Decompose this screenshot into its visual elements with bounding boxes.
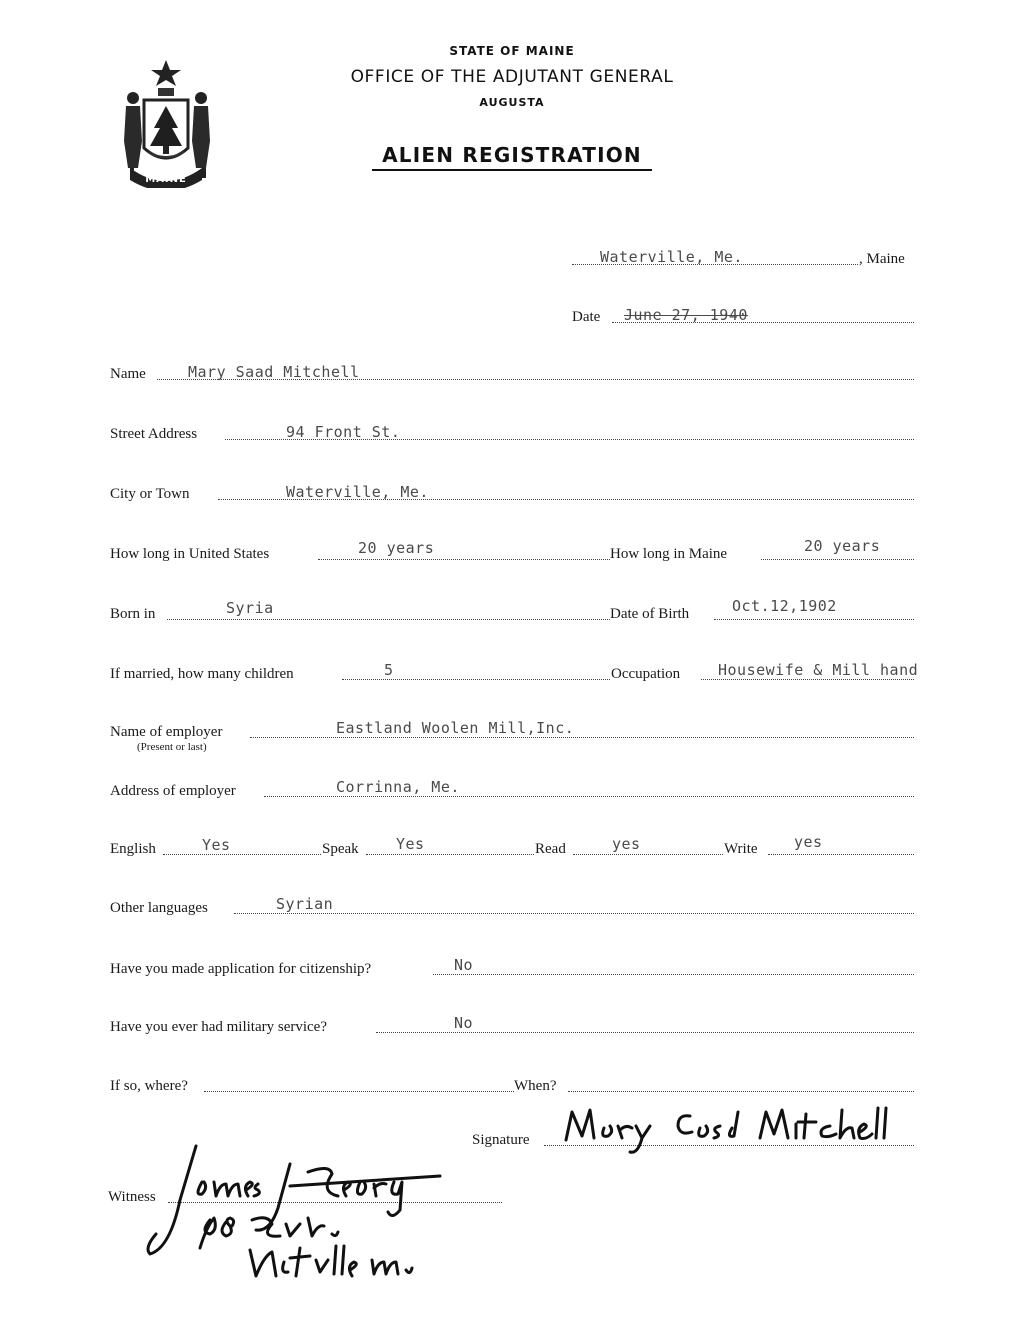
city-label: City or Town: [110, 486, 190, 502]
place-suffix: , Maine: [859, 251, 905, 267]
citizenship-row: [110, 956, 914, 978]
military-row: [110, 1014, 914, 1036]
place-value: Waterville, Me.: [600, 248, 743, 266]
name-row: [110, 361, 914, 383]
speak-value: Yes: [396, 835, 425, 853]
city-row: [110, 481, 914, 503]
speak-label: Speak: [322, 841, 359, 857]
header-state: STATE OF MAINE: [449, 44, 575, 58]
title-underline: [372, 169, 652, 171]
write-value: yes: [794, 833, 823, 851]
occupation-label: Occupation: [611, 666, 681, 682]
employer-address-label: Address of employer: [110, 783, 236, 799]
us-time-value: 20 years: [358, 539, 435, 557]
citizenship-value: No: [454, 956, 474, 974]
header-office: OFFICE OF THE ADJUTANT GENERAL: [350, 67, 674, 87]
read-line: [573, 854, 723, 855]
when-label: When?: [514, 1078, 557, 1094]
military-value: No: [454, 1014, 474, 1032]
where-label: If so, where?: [110, 1078, 188, 1094]
city-value: Waterville, Me.: [286, 483, 429, 501]
born-line: [167, 619, 610, 620]
employer-sublabel: (Present or last): [137, 741, 207, 753]
occupation-line: [701, 679, 914, 680]
employer-row: [110, 719, 914, 753]
date-value: June 27, 1940: [624, 306, 748, 324]
other-languages-label: Other languages: [110, 900, 208, 916]
residence-row: [110, 537, 914, 563]
where-line: [204, 1091, 514, 1092]
seal-banner-text: [145, 174, 187, 185]
header-city: AUGUSTA: [479, 96, 545, 109]
citizenship-line: [433, 974, 914, 975]
me-time-label: How long in Maine: [610, 546, 728, 562]
employer-label: Name of employer: [110, 724, 223, 740]
employer-address-value: Corrinna, Me.: [336, 778, 460, 796]
citizenship-label: Have you made application for citizenship?: [110, 961, 372, 977]
street-value: 94 Front St.: [286, 423, 401, 441]
dob-line: [714, 619, 914, 620]
english-value: Yes: [202, 836, 231, 854]
speak-line: [366, 854, 534, 855]
occupation-value: Housewife & Mill hand: [718, 661, 919, 679]
employer-address-row: [110, 778, 914, 800]
write-label: Write: [724, 841, 758, 857]
birth-row: [110, 597, 914, 623]
military-detail-row: [110, 1073, 914, 1095]
write-line: [768, 854, 914, 855]
born-label: Born in: [110, 606, 156, 622]
employer-line: [250, 737, 914, 738]
family-row: [110, 661, 980, 683]
street-label: Street Address: [110, 426, 198, 442]
english-label: English: [110, 841, 156, 857]
military-line: [376, 1032, 914, 1033]
language-row: [110, 833, 914, 858]
read-value: yes: [612, 835, 641, 853]
us-time-line: [318, 559, 610, 560]
place-row: [572, 246, 917, 268]
form-title: ALIEN REGISTRATION: [382, 143, 642, 167]
dob-value: Oct.12,1902: [732, 597, 837, 615]
children-value: 5: [384, 661, 394, 679]
employer-address-line: [264, 796, 914, 797]
english-line: [163, 854, 321, 855]
when-line: [568, 1091, 914, 1092]
signature-label: Signature: [472, 1132, 530, 1148]
other-languages-row: [110, 895, 914, 917]
born-value: Syria: [226, 599, 274, 617]
me-time-line: [761, 559, 914, 560]
name-value: Mary Saad Mitchell: [188, 363, 360, 381]
witness-handwriting: [140, 1138, 460, 1298]
children-line: [342, 679, 610, 680]
other-languages-line: [234, 913, 914, 914]
date-row: [572, 304, 914, 326]
us-time-label: How long in United States: [110, 546, 270, 562]
military-label: Have you ever had military service?: [110, 1019, 327, 1035]
street-row: [110, 421, 914, 443]
dob-label: Date of Birth: [610, 606, 690, 622]
signature-handwriting: [560, 1100, 920, 1160]
children-label: If married, how many children: [110, 666, 294, 682]
me-time-value: 20 years: [804, 537, 881, 555]
date-label: Date: [572, 309, 601, 325]
svg-text:MAINE: MAINE: [145, 174, 187, 185]
witness-label: Witness: [108, 1189, 156, 1205]
name-label: Name: [110, 366, 146, 382]
employer-value: Eastland Woolen Mill,Inc.: [336, 719, 575, 737]
other-languages-value: Syrian: [276, 895, 334, 913]
read-label: Read: [535, 841, 566, 857]
